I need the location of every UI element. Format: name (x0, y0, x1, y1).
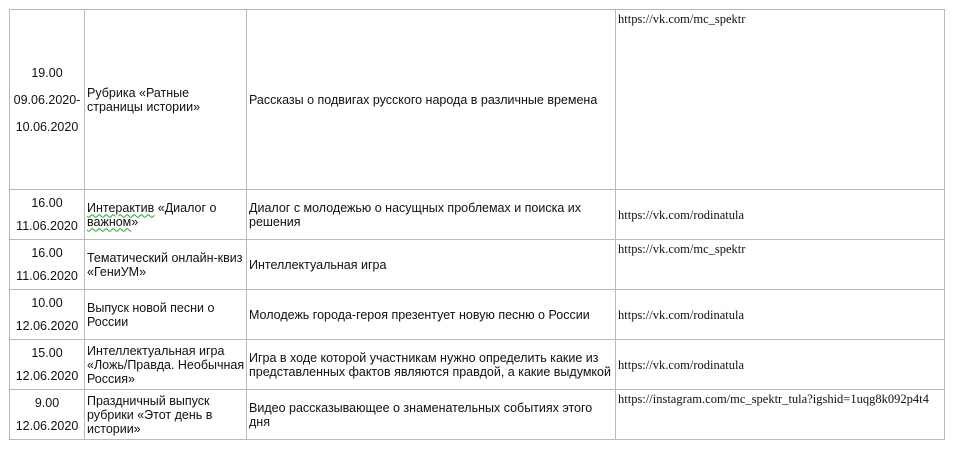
event-description: Игра в ходе которой участникам нужно определить какие из представленных фактов являются правдой, а какие выдумкой (247, 340, 616, 390)
event-date-from: 09.06.2020- (13, 92, 81, 107)
table-row (10, 190, 945, 240)
event-title-part: «Диалог о (154, 200, 217, 215)
event-description: Видео рассказывающее о знаменательных событиях этого дня (247, 390, 616, 440)
event-date-to: 10.06.2020 (15, 119, 79, 134)
event-link[interactable]: https://vk.com/rodinatula (616, 190, 945, 240)
date-cell (10, 190, 85, 240)
event-link[interactable]: https://vk.com/mc_spektr (616, 240, 945, 290)
event-title (85, 190, 247, 240)
event-description: Молодежь города-героя презентует новую песню о России (247, 290, 616, 340)
event-date: 11.06.2020 (16, 269, 78, 283)
event-date: 12.06.2020 (15, 319, 79, 333)
event-time: 19.00 (31, 65, 63, 80)
event-time: 16.00 (31, 246, 63, 260)
event-time: 16.00 (31, 196, 63, 210)
event-date: 12.06.2020 (15, 369, 79, 383)
date-cell (10, 10, 85, 190)
table-row (10, 290, 945, 340)
event-date: 11.06.2020 (16, 219, 78, 233)
event-title: Выпуск новой песни о России (85, 290, 247, 340)
schedule-table (9, 9, 945, 440)
event-title: Рубрика «Ратные страницы истории» (85, 10, 247, 190)
event-time: 10.00 (31, 296, 63, 310)
event-link[interactable]: https://instagram.com/mc_spektr_tula?igshid=1uqg8k092p4t4 (616, 390, 945, 440)
table-row (10, 10, 945, 190)
event-description: Интеллектуальная игра (247, 240, 616, 290)
event-title-part: важном (87, 214, 132, 229)
event-link[interactable]: https://vk.com/rodinatula (616, 290, 945, 340)
table-row (10, 390, 945, 440)
date-cell (10, 340, 85, 390)
date-cell (10, 290, 85, 340)
event-link[interactable]: https://vk.com/rodinatula (616, 340, 945, 390)
table-row (10, 240, 945, 290)
event-title: Тематический онлайн-квиз «ГениУМ» (85, 240, 247, 290)
date-cell (10, 390, 85, 440)
event-link[interactable]: https://vk.com/mc_spektr (616, 10, 945, 190)
event-description: Диалог с молодежью о насущных проблемах и поиска их решения (247, 190, 616, 240)
table-row (10, 340, 945, 390)
date-cell (10, 240, 85, 290)
event-title: Интеллектуальная игра «Ложь/Правда. Необычная Россия» (85, 340, 247, 390)
event-title-part: Интерактив (87, 200, 155, 215)
event-date: 12.06.2020 (15, 419, 79, 433)
event-title: Праздничный выпуск рубрики «Этот день в истории» (85, 390, 247, 440)
event-title-part: » (131, 214, 139, 229)
event-time: 9.00 (34, 396, 60, 410)
event-time: 15.00 (31, 346, 63, 360)
event-description: Рассказы о подвигах русского народа в различные времена (247, 10, 616, 190)
